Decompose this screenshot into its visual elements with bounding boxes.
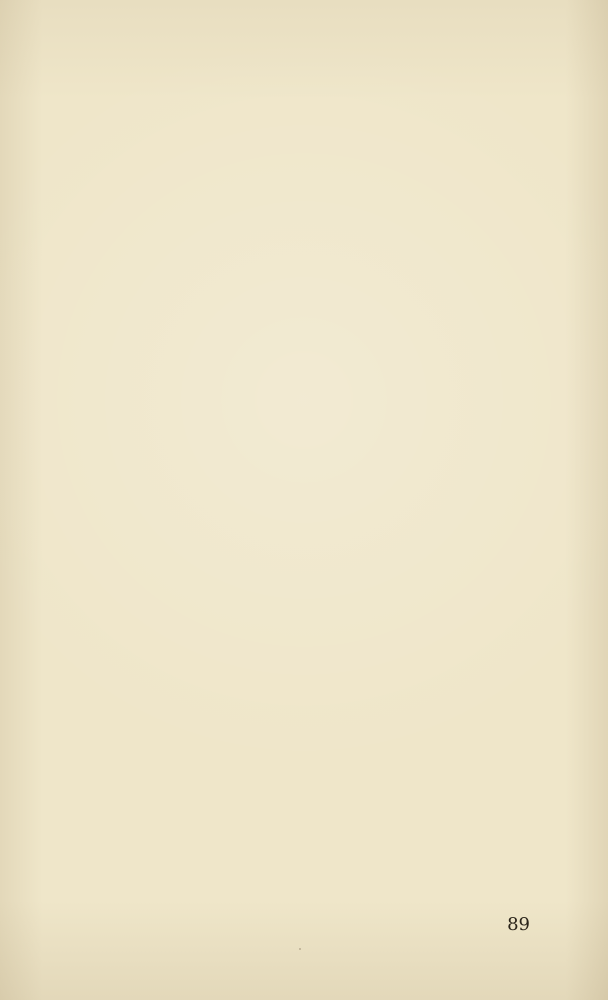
print-mark <box>299 948 301 950</box>
page-number: 89 <box>507 914 530 935</box>
